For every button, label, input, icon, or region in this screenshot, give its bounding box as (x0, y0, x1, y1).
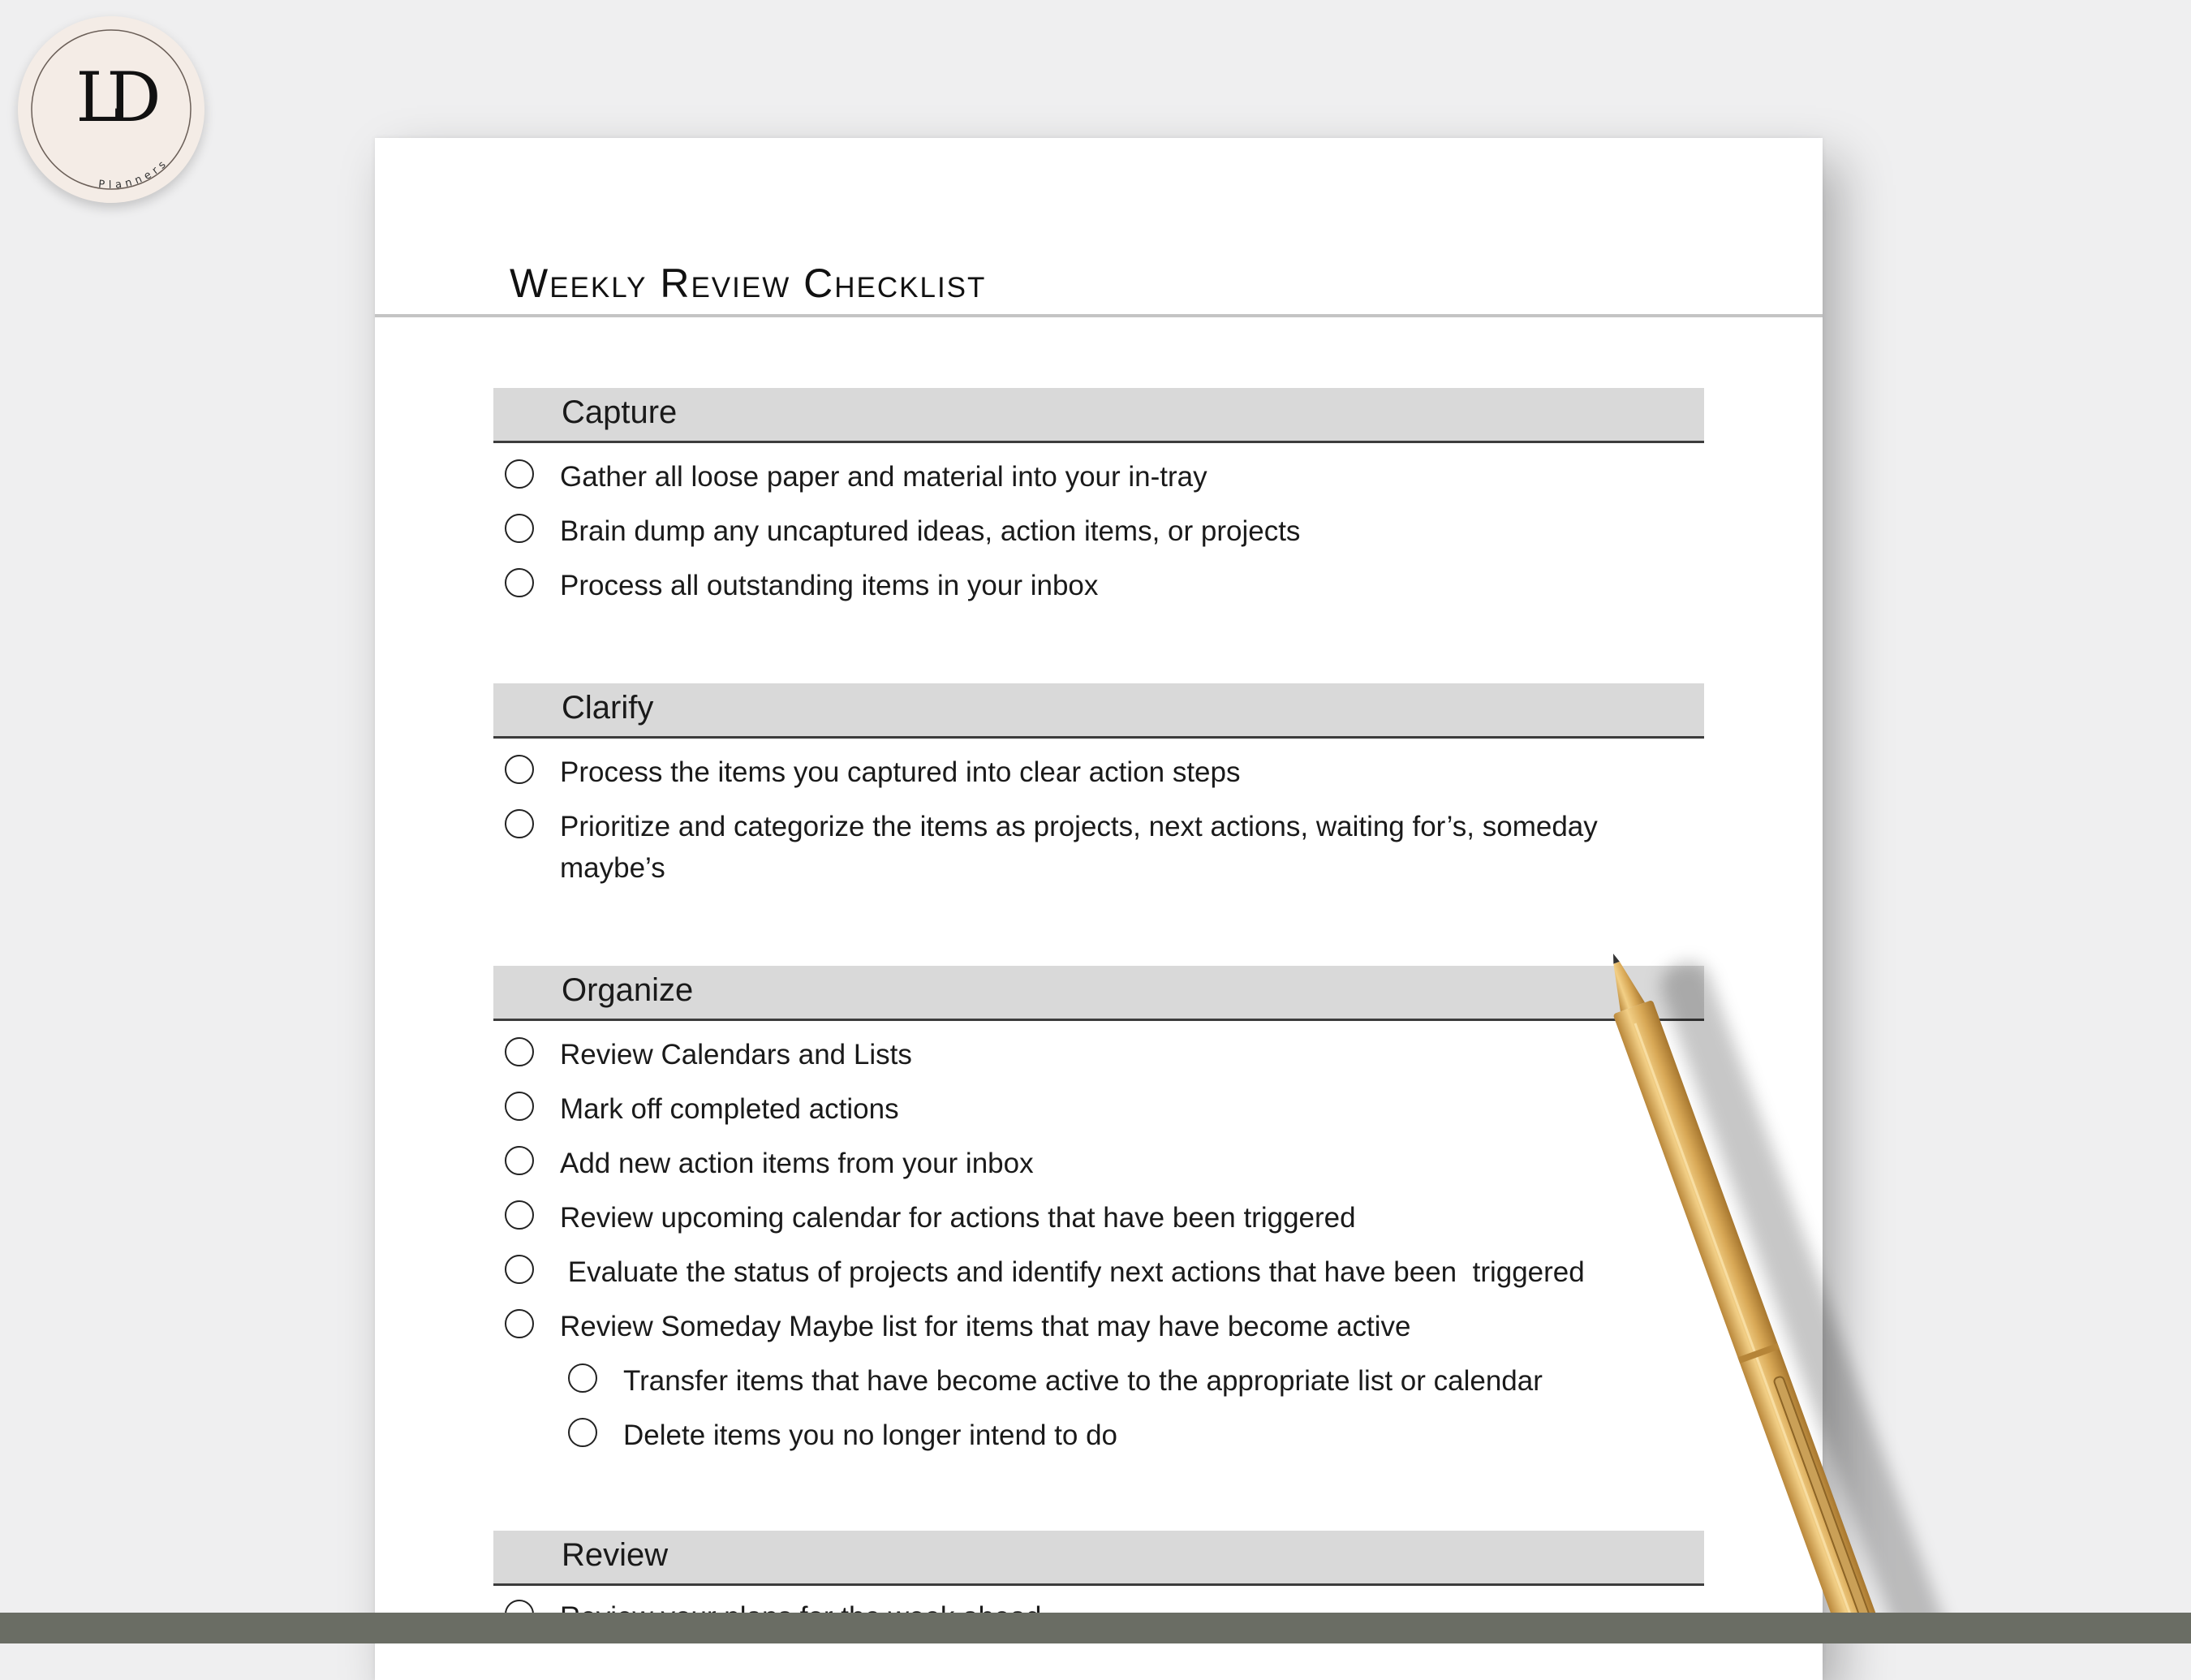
item-label: Process the items you captured into clear action steps (560, 756, 1241, 788)
section-title: Capture (562, 394, 678, 430)
item-label: Review Someday Maybe list for items that may have become active (560, 1311, 1411, 1342)
section-title: Organize (562, 972, 694, 1008)
item-label: Add new action items from your inbox (560, 1148, 1034, 1179)
item-label: Prioritize and categorize the items as projects, next actions, waiting for’s, someday maybe’s (560, 811, 1598, 884)
page-title: Weekly Review Checklist (510, 261, 987, 306)
item-label: Brain dump any uncaptured ideas, action items, or projects (560, 515, 1301, 547)
item-label: Transfer items that have become active to the appropriate list or calendar (623, 1365, 1543, 1397)
footer-band (0, 1613, 2191, 1643)
section-title: Clarify (562, 690, 654, 726)
item-label: Evaluate the status of projects and identify next actions that have been triggered (560, 1256, 1585, 1288)
item-label: Mark off completed actions (560, 1093, 899, 1125)
item-label: Review Calendars and Lists (560, 1039, 912, 1070)
logo-monogram: LD (75, 58, 147, 137)
item-label: Review upcoming calendar for actions that have been triggered (560, 1202, 1356, 1234)
item-label: Process all outstanding items in your inbox (560, 570, 1099, 601)
item-label: Gather all loose paper and material into your in-tray (560, 461, 1207, 493)
logo-tagline: Planners (97, 156, 172, 192)
item-label: Delete items you no longer intend to do (623, 1419, 1117, 1451)
section-title: Review (562, 1537, 669, 1573)
